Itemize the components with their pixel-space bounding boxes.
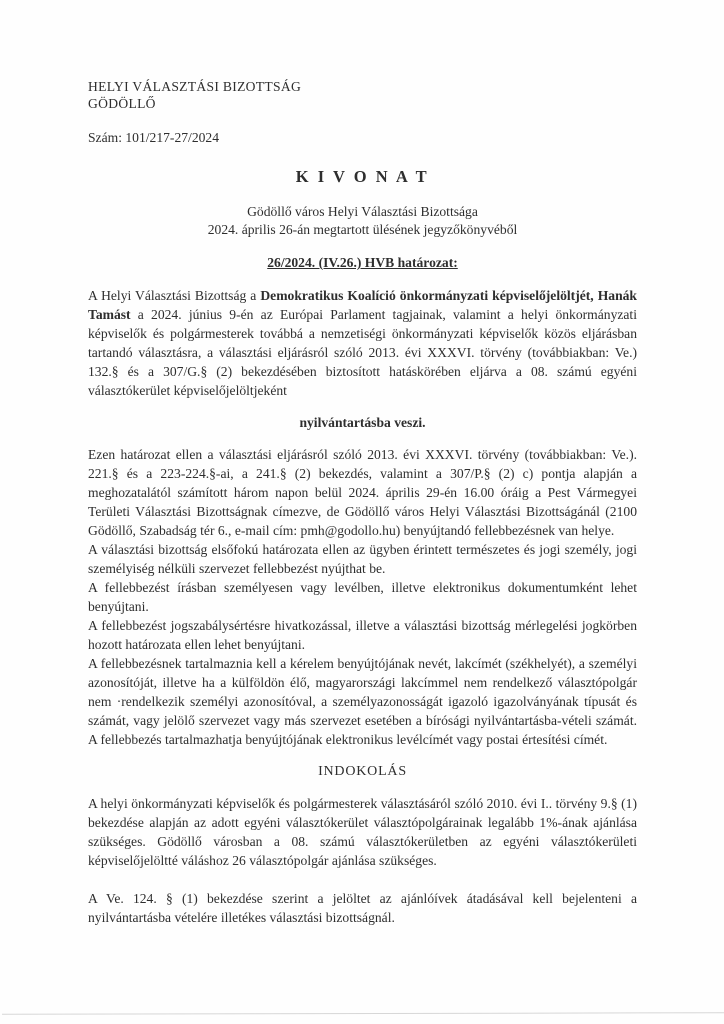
appeal-paragraph: Ezen határozat ellen a választási eljárásról szóló 2013. évi XXXVI. törvény (továbbiakban: Ve.). 221.§ és a 223-224.§-ai, a 241.§ (2) bekezdés, valamint a 307/P.§ (2) c) pontja alapján a meghozatalától számított három napon belül 2024. április 29-én 16.00 óráig a Pest Vármegyei Területi Választási Bizottságnak címezve, de Gödöllő város Helyi Választási Bizottságánál (2100 Gödöllő, Szabadság tér 6., e-mail cím: pmh@godollo.hu) benyújtandó fellebbezésnek van helye. bbox=[88, 447, 637, 538]
section-heading-indokolas: INDOKOLÁS bbox=[318, 764, 407, 779]
reasoning-paragraph: A helyi önkormányzati képviselők és polgármesterek választásáról szóló 2010. évi I.. törvény 9.§ (1) bekezdése alapján az adott egyéni választókerület választópolgárainak legalább 1%-ának ajánlása szükséges. Gödöllő városban a 08. számú választókerületben az egyéni választókerületi képviselőjelöltté váláshoz 26 választópolgár ajánlása szükséges. bbox=[88, 796, 637, 868]
verdict-statement: nyilvántartásba veszi. bbox=[299, 415, 426, 430]
case-number: Szám: 101/217-27/2024 bbox=[88, 130, 220, 145]
decision-body-lead: A Helyi Választási Bizottság a bbox=[88, 288, 261, 303]
candidate-name-bold: Demokratikus Koalíció önkormányzati képviselőjelöltjét, Hanák Tamást bbox=[88, 288, 637, 322]
appeal-section bbox=[88, 445, 637, 749]
appeal-paragraph: A fellebbezésnek tartalmaznia kell a kérelem benyújtójának nevét, lakcímét (székhelyét), a személyi azonosítóját, illetve ha a külföldön élő, magyarországi lakcímmel nem rendelkező választópolgár nem ·rendelkezik személyi azonosítóval, a személyazonosságát igazoló igazolványának típusát és számát, vagy jelölő szervezet vagy más szervezet esetében a bírósági nyilvántartásba-vételi számát. A fellebbezés tartalmazhatja benyújtójának elektronikus levélcímét vagy postai értesítési címét. bbox=[88, 656, 637, 747]
document-title: K I V O N A T bbox=[295, 167, 430, 186]
decision-number-heading bbox=[88, 254, 637, 272]
page-bottom-scan-edge bbox=[2, 1012, 724, 1015]
session-subtitle-line2: 2024. április 26-án megtartott ülésének jegyzőkönyvéből bbox=[207, 222, 518, 237]
session-subtitle bbox=[88, 203, 637, 239]
appeal-paragraph: A választási bizottság elsőfokú határozata ellen az ügyben érintett természetes és jogi személy, jogi személyiség nélküli szervezet fellebbezést nyújthat be. bbox=[88, 542, 637, 576]
session-subtitle-line1: Gödöllő város Helyi Választási Bizottsága bbox=[247, 204, 478, 219]
decision-body-paragraph bbox=[88, 286, 637, 400]
letterhead bbox=[88, 78, 637, 112]
decision-body-tail: a 2024. június 9-én az Európai Parlament tagjainak, valamint a helyi önkormányzati képviselők és polgármesterek továbbá a nemzetiségi önkormányzati képviselők közös eljárásban tartandó választásra, a választási eljárásról szóló 2013. évi XXXVI. törvény (továbbiakban: Ve.) 132.§ és a 307/G.§ (2) bekezdésében biztosított hatáskörében eljárva a 08. számú egyéni választókerület képviselőjelöltjeként bbox=[88, 307, 637, 398]
appeal-paragraph: A fellebbezést jogszabálysértésre hivatkozással, illetve a választási bizottság mérlegelési jogkörben hozott határozata ellen lehet benyújtani. bbox=[88, 618, 637, 652]
org-name-line: HELYI VÁLASZTÁSI BIZOTTSÁG bbox=[88, 79, 302, 94]
org-city-line: GÖDÖLLŐ bbox=[88, 96, 156, 111]
decision-number-heading-text: 26/2024. (IV.26.) HVB határozat: bbox=[267, 255, 458, 270]
reasoning-paragraph: A Ve. 124. § (1) bekezdése szerint a jelöltet az ajánlóívek átadásával kell bejelenteni a nyilvántartásba vételére illetékes választási bizottságnál. bbox=[88, 891, 637, 925]
appeal-paragraph: A fellebbezést írásban személyesen vagy levélben, illetve elektronikus dokumentumként lehet benyújtani. bbox=[88, 580, 637, 614]
